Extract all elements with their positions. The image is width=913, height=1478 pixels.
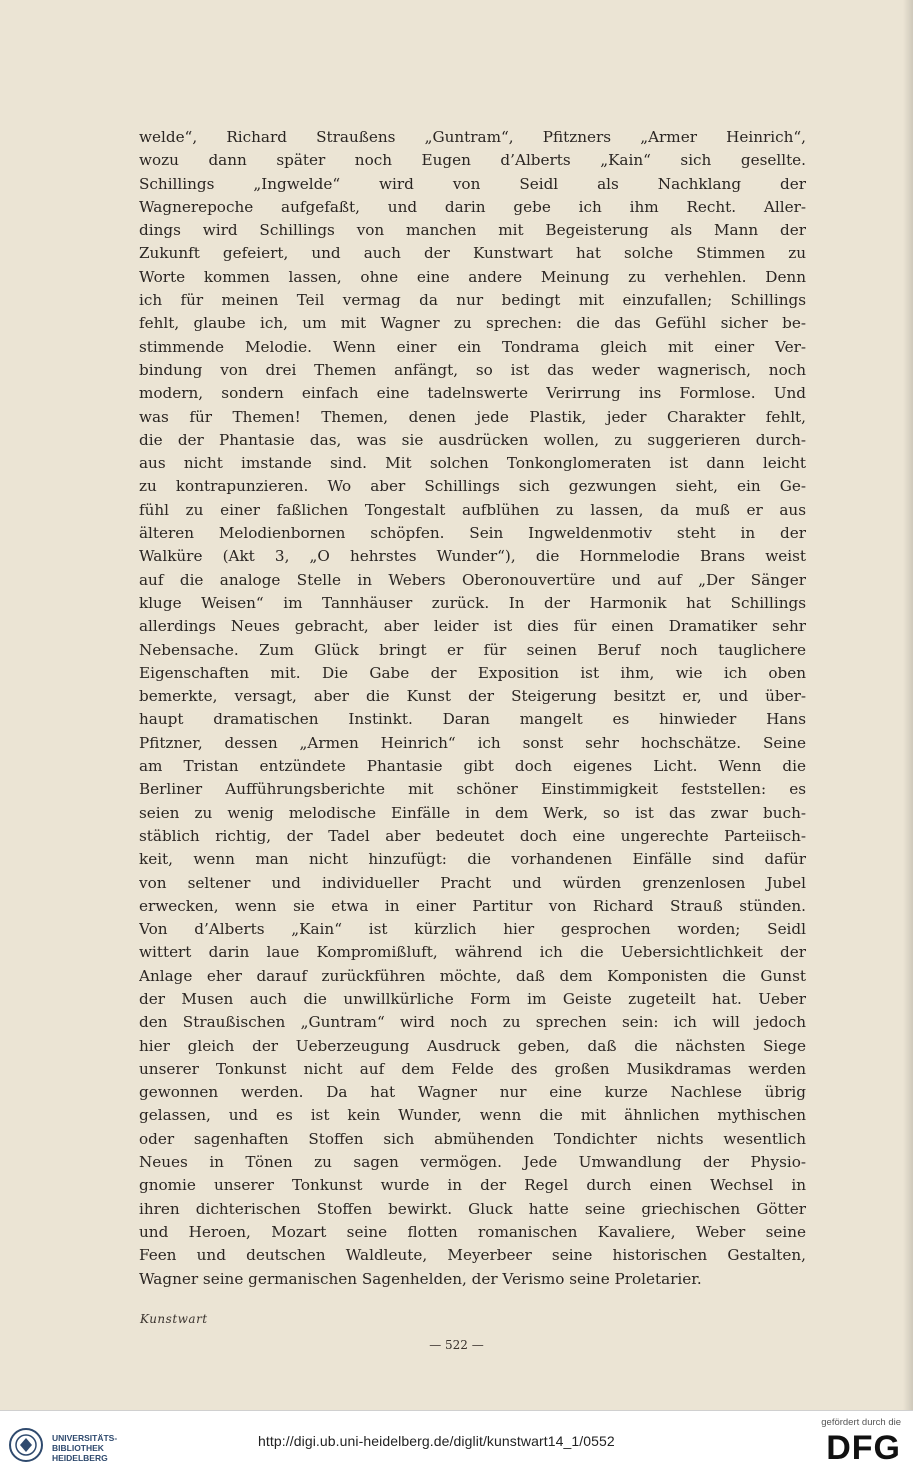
text-line: und Heroen, Mozart seine flotten romanischen Kavaliere, Weber seine [139,1222,806,1241]
text-line: modern, sondern einfach eine tadelnswerte Verirrung ins Formlose. Und [139,384,806,403]
text-line: fühl zu einer faßlichen Tongestalt aufblühen zu lassen, da muß er aus [139,500,806,519]
text-line: den Straußischen „Guntram“ wird noch zu sprechen sein: ich will jedoch [139,1013,806,1032]
text-line: Schillings „Ingwelde“ wird von Seidl als Nachklang der [139,174,806,193]
text-line: wittert darin laue Kompromißluft, während ich die Uebersichtlichkeit der [139,943,806,962]
text-line: bemerkte, versagt, aber die Kunst der Steigerung besitzt er, und über- [139,687,806,706]
text-line: dings wird Schillings von manchen mit Begeisterung als Mann der [139,221,806,240]
text-line: unserer Tonkunst nicht auf dem Felde des großen Musikdramas werden [139,1059,806,1078]
text-line: Eigenschaften mit. Die Gabe der Exposition ist ihm, wie ich oben [139,663,806,682]
text-line: gelassen, und es ist kein Wunder, wenn die mit ähnlichen mythischen [139,1106,806,1125]
text-line: von seltener und individueller Pracht und würden grenzenlosen Jubel [139,873,806,892]
text-line: Worte kommen lassen, ohne eine andere Meinung zu verhehlen. Denn [139,267,806,286]
text-line: gewonnen werden. Da hat Wagner nur eine kurze Nachlese übrig [139,1083,806,1102]
text-line: auf die analoge Stelle in Webers Oberonouvertüre und auf „Der Sänger [139,570,806,589]
page-number: — 522 — [429,1338,484,1352]
library-line-2: BIBLIOTHEK [52,1443,104,1453]
library-line-1: UNIVERSITÄTS- [52,1433,118,1443]
text-line: fehlt, glaube ich, um mit Wagner zu sprechen: die das Gefühl sicher be- [139,314,806,333]
text-line: Pfitzner, dessen „Armen Heinrich“ ich sonst sehr hochschätze. Seine [139,733,806,752]
text-line: Walküre (Akt 3, „O hehrstes Wunder“), die Hornmelodie Brans weist [139,547,806,566]
text-line: bindung von drei Themen anfängt, so ist das weder wagnerisch, noch [139,360,806,379]
text-line: hier gleich der Ueberzeugung Ausdruck geben, daß die nächsten Siege [139,1036,806,1055]
text-line: älteren Melodienbornen schöpfen. Sein Ingweldenmotiv steht in der [139,524,806,543]
text-line: oder sagenhaften Stoffen sich abmühenden Tondichter nichts wesentlich [139,1129,806,1148]
library-seal-icon [8,1427,44,1463]
text-line: Neues in Tönen zu sagen vermögen. Jede Umwandlung der Physio- [139,1153,806,1172]
funded-by-label: gefördert durch die [821,1417,901,1428]
library-name [52,1433,117,1463]
text-line: welde“, Richard Straußens „Guntram“, Pfitzners „Armer Heinrich“, [139,128,806,146]
text-line: der Musen auch die unwillkürliche Form im Geiste zugeteilt hat. Ueber [139,989,806,1008]
text-line: am Tristan entzündete Phantasie gibt doch eigenes Licht. Wenn die [139,757,806,776]
text-line: Anlage eher darauf zurückführen möchte, daß dem Komponisten die Gunst [139,966,806,985]
text-line: gnomie unserer Tonkunst wurde in der Regel durch einen Wechsel in [139,1176,806,1195]
text-line: ihren dichterischen Stoffen bewirkt. Gluck hatte seine griechischen Götter [139,1199,806,1218]
text-line: Berliner Aufführungsberichte mit schöner Einstimmigkeit feststellen: es [139,780,806,799]
text-line: zu kontrapunzieren. Wo aber Schillings sich gezwungen sieht, ein Ge- [139,477,806,496]
text-line: wozu dann später noch Eugen d’Alberts „Kain“ sich gesellte. [139,151,806,170]
body-text [139,126,806,1291]
footer-bar [0,1410,913,1478]
text-line: kluge Weisen“ im Tannhäuser zurück. In der Harmonik hat Schillings [139,593,806,612]
text-line: Wagner seine germanischen Sagenhelden, der Verismo seine Proletarier. [139,1269,702,1288]
library-line-3: HEIDELBERG [52,1453,108,1463]
text-line: erwecken, wenn sie etwa in einer Partitur von Richard Strauß stünden. [139,896,806,915]
text-line: Wagnerepoche aufgefaßt, und darin gebe ich ihm Recht. Aller- [139,197,806,216]
text-line: keit, wenn man nicht hinzufügt: die vorhandenen Einfälle sind dafür [139,850,806,869]
dfg-mark: DFG [826,1429,901,1467]
text-line: seien zu wenig melodische Einfälle in dem Werk, so ist das zwar buch- [139,803,806,822]
text-line: was für Themen! Themen, denen jede Plastik, jeder Charakter fehlt, [139,407,806,426]
text-line: stimmende Melodie. Wenn einer ein Tondrama gleich mit einer Ver- [139,337,806,356]
signature: Kunstwart [140,1312,208,1326]
text-line: allerdings Neues gebracht, aber leider ist dies für einen Dramatiker sehr [139,617,806,636]
library-logo[interactable] [8,1425,158,1467]
text-line: ich für meinen Teil vermag da nur bedingt mit einzufallen; Schillings [139,291,806,310]
text-line: Zukunft gefeiert, und auch der Kunstwart hat solche Stimmen zu [139,244,806,263]
text-line: haupt dramatischen Instinkt. Daran mangelt es hinwieder Hans [139,710,806,729]
text-line: stäblich richtig, der Tadel aber bedeutet doch eine ungerechte Parteiisch- [139,826,806,845]
text-line: die der Phantasie das, was sie ausdrücken wollen, zu suggerieren durch- [139,430,806,449]
text-line: Nebensache. Zum Glück bringt er für seinen Beruf noch tauglichere [139,640,806,659]
permalink-url[interactable]: http://digi.ub.uni-heidelberg.de/diglit/kunstwart14_1/0552 [258,1433,615,1449]
text-line: Von d’Alberts „Kain“ ist kürzlich hier gesprochen worden; Seidl [139,920,806,939]
dfg-logo[interactable] [791,1417,901,1466]
text-line: Feen und deutschen Waldleute, Meyerbeer seine historischen Gestalten, [139,1246,806,1265]
text-line: aus nicht imstande sind. Mit solchen Tonkonglomeraten ist dann leicht [139,454,806,473]
